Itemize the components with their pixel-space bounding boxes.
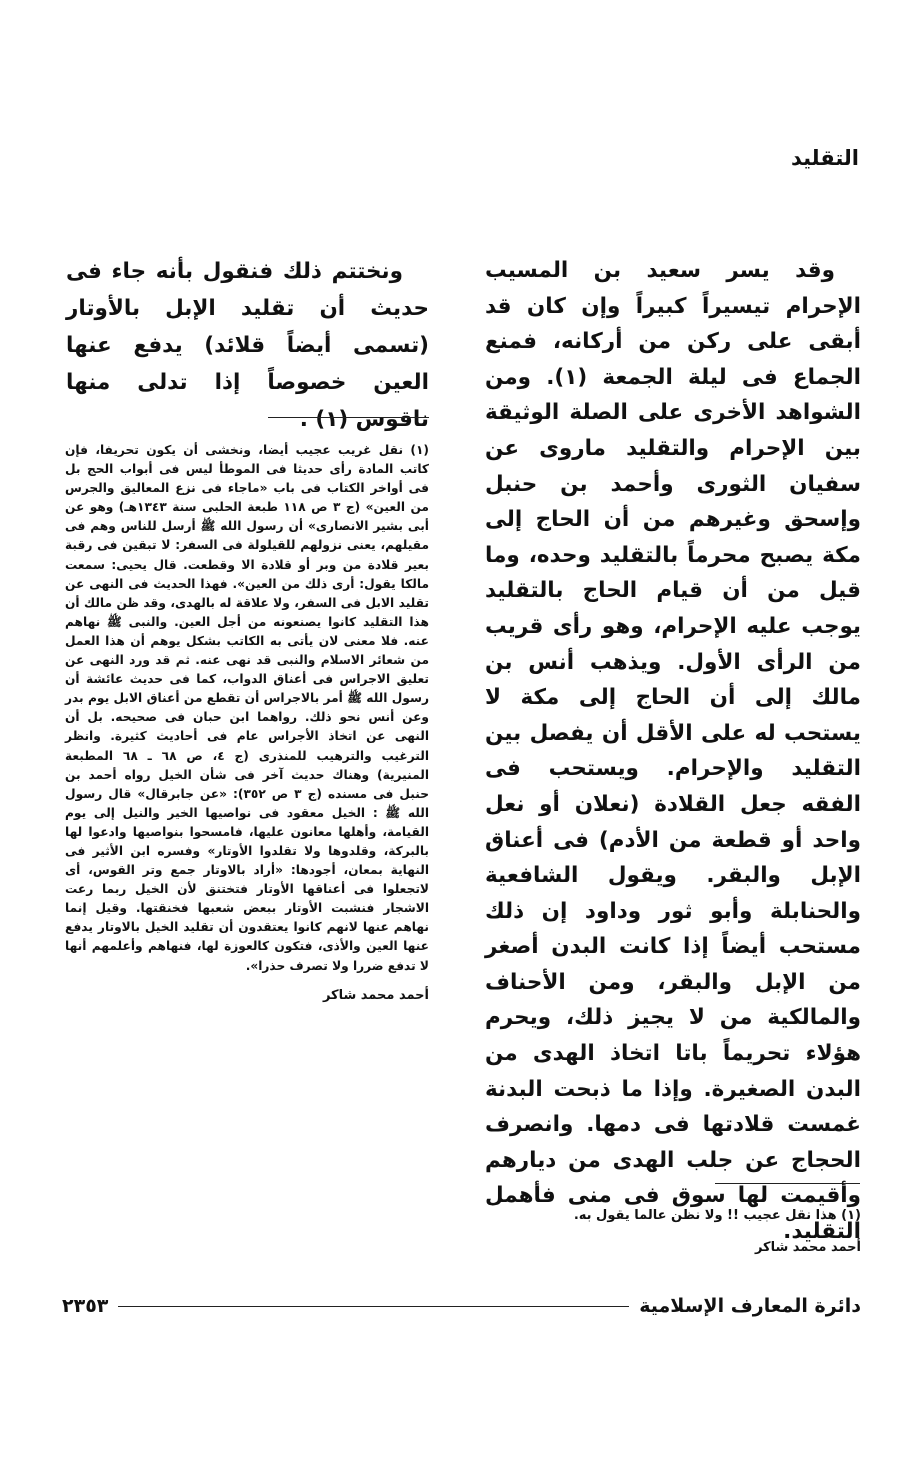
- main-text-right-column: [485, 253, 861, 1250]
- footnote-text: (١) نقل غريب عجيب أيضا، ونخشى أن يكون تحريفا، فإن كاتب المادة رأى حديثا فى الموطأ ليس فى أبواب الحج بل فى أواخر الكتاب فى باب «ماجاء فى نزع المعاليق والجرس من العين» (ج ٣ ص ١١٨ طبعة الحلبى سنة ١٣٤٣هـ) وهو عن أبى بشير الانصارى» أن رسول الله ﷺ أرسل للناس وهم فى مقيلهم، يعنى نزولهم للقيلولة فى السفر: لا تبقين فى رقبة بعير قلادة من وبر أو قلادة الا وقطعت. قال يحيى: سمعت مالكا يقول: أرى ذلك من العين». فهذا الحديث فى النهى عن تقليد الابل فى السفر، ولا علاقة له بالهدى، وقد ظن مالك أن هذا التقليد كانوا يصنعونه من أجل العين. والنبى ﷺ نهاهم عنه. فلا معنى لان يأتى به الكاتب بشكل يوهم أن هذا العمل من شعائر الاسلام والنبى قد نهى عنه. ثم قد ورد النهى عن تعليق الاجراس فى أعناق الدواب، كما فى حديث عائشة أن رسول الله ﷺ أمر بالاجراس أن تقطع من أعناق الابل يوم بدر وعن أنس نحو ذلك. رواهما ابن حبان فى صحيحه. بل أن النهى عن اتخاذ الأجراس عام فى أحاديث كثيرة. وانظر الترغيب والترهيب للمنذرى (ج ٤، ص ٦٨ ـ ٦٨ المطبعة المنيرية) وهناك حديث آخر فى شأن الخيل رواه أحمد بن حنبل فى مسنده (ج ٣ ص ٣٥٢): «عن جابرقال» قال رسول الله ﷺ : الخيل معقود فى نواصيها الخير والنيل إلى يوم القيامة، وأهلها معانون عليها، فامسحوا بنواصيها وادعوا لها بالبركة، وقلدوها ولا تقلدوا الأوتار» وفسره ابن الأثير فى النهاية بمعان، أجودها: «أراد بالاوتار جمع وتر القوس، أى لاتجعلوا فى أعناقها الأوتار فتختنق لأن الخيل ربما رعت الاشجار فنشبت الأوتار ببعض شعبها فخنقتها. وقيل إنما نهاهم عنها لانهم كانوا يعتقدون أن تقليد الخيل بالاوتار يدفع عنها العين والأذى، فتكون كالعوزة لها، فنهاهم وأعلمهم أنها لا تدفع ضررا ولا تصرف حذرا».: [65, 443, 430, 973]
- footnote-signature: أحمد محمد شاكر: [754, 1240, 861, 1255]
- main-text-left-column: [66, 253, 429, 438]
- journal-name: دائرة المعارف الإسلامية: [639, 1295, 861, 1317]
- running-header-title: التقليد: [790, 146, 859, 170]
- footnote-right: [485, 1204, 861, 1260]
- footer-rule: [118, 1306, 629, 1307]
- page-footer: [62, 1291, 861, 1321]
- footnote-text: (١) هذا نقل عجيب !! ولا نظن عالما يقول به.: [573, 1208, 861, 1223]
- footnote-signature: أحمد محمد شاكر: [322, 987, 429, 1003]
- footnote-separator-left: [268, 417, 429, 418]
- page-number: ٢٣٥٣: [62, 1295, 109, 1317]
- paragraph: وقد يسر سعيد بن المسيب الإحرام تيسيراً كبيراً وإن كان قد أبقى على ركن من أركانه، فمنع الجماع فى ليلة الجمعة (١). ومن الشواهد الأخرى على الصلة الوثيقة بين الإحرام والتقليد ماروى عن سفيان الثورى وأحمد بن حنبل وإسحق وغيرهم من أن الحاج إلى مكة يصبح محرماً بالتقليد وحده، وما قيل من أن قيام الحاج بالتقليد يوجب عليه الإحرام، وهو رأى قريب من الرأى الأول. ويذهب أنس بن مالك إلى أن الحاج إلى مكة لا يستحب له على الأقل أن يفصل بين التقليد والإحرام. ويستحب فى الفقه جعل القلادة (نعلان أو نعل واحد أو قطعة من الأدم) فى أعناق الإبل والبقر. ويقول الشافعية والحنابلة وأبو ثور وداود إن ذلك مستحب أيضاً إذا كانت البدن أصغر من الإبل والبقر، ومن الأحناف والمالكية من لا يجيز ذلك، ويحرم هؤلاء تحريماً باتا اتخاذ الهدى من البدن الصغيرة. وإذا ما ذبحت البدنة غمست قلادتها فى دمها. وانصرف الحجاج عن جلب الهدى من ديارهم وأقيمت لها سوق فى منى فأهمل التقليد.: [485, 258, 861, 1245]
- footnote-left: [65, 441, 429, 1005]
- footnote-separator-right: [715, 1183, 860, 1184]
- paragraph: ونختتم ذلك فنقول بأنه جاء فى حديث أن تقليد الإبل بالأوتار (تسمى أيضاً قلائد) يدفع عنها العين خصوصاً إذا تدلى منها ناقوس (١) .: [66, 259, 429, 432]
